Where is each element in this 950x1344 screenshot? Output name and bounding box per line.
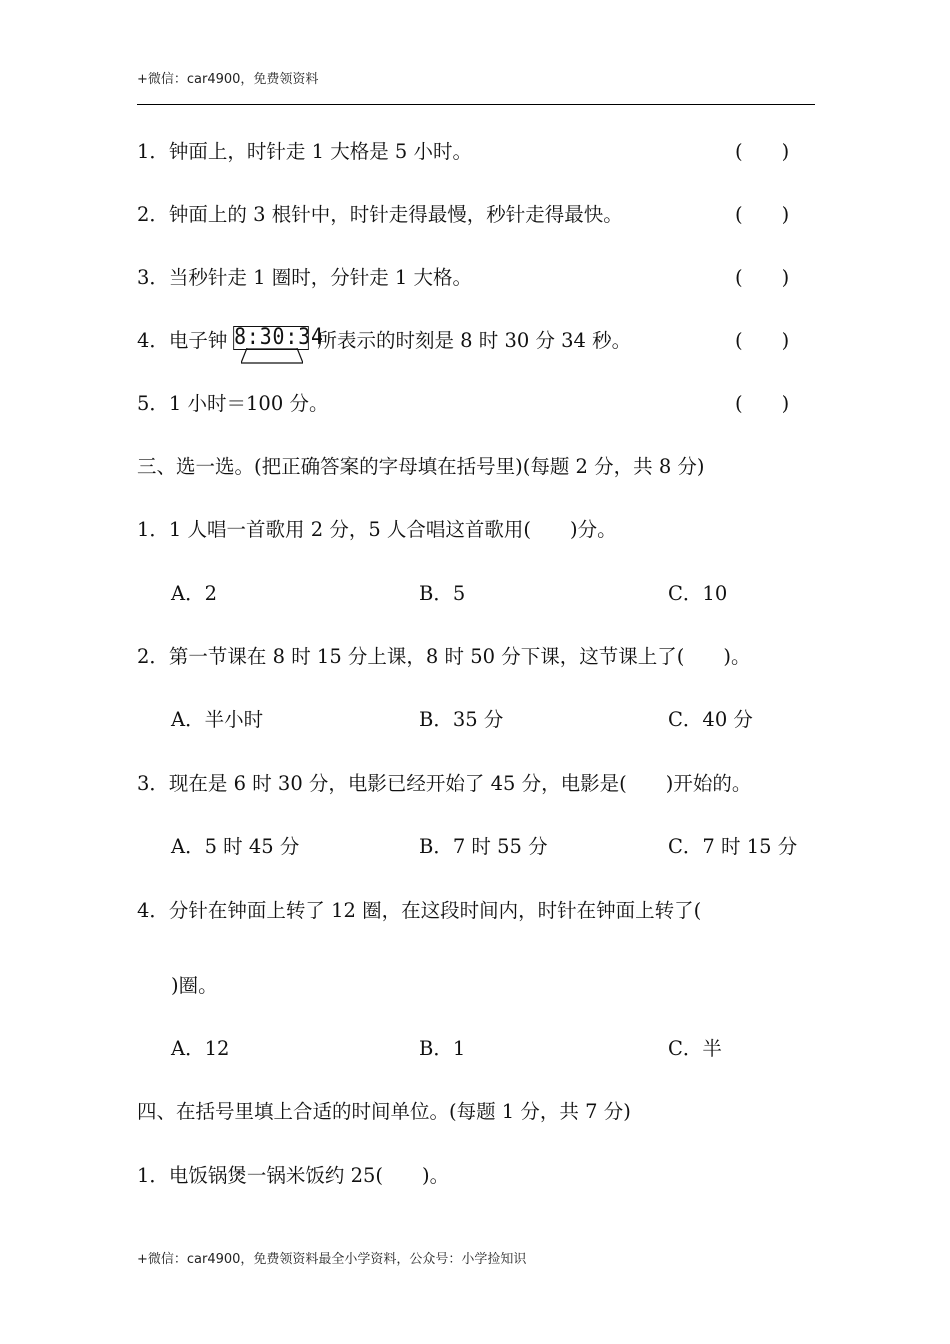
choice-question-3 bbox=[137, 770, 751, 798]
judge-item-1 bbox=[137, 138, 472, 166]
option-b[interactable]: B．7 时 55 分 bbox=[419, 835, 548, 858]
judge-item-5 bbox=[137, 390, 328, 418]
choice-question-2 bbox=[137, 643, 750, 671]
option-a[interactable]: A．12 bbox=[171, 1037, 230, 1060]
item-number: 1． bbox=[137, 140, 169, 163]
section-3-title: 三、选一选。(把正确答案的字母填在括号里)(每题 2 分，共 8 分) bbox=[137, 455, 705, 478]
page-footer-note: +微信：car4900，免费领资料最全小学资料，公众号：小学捡知识 bbox=[137, 1252, 527, 1267]
fill-question-1 bbox=[137, 1162, 449, 1190]
item-text: 1 人唱一首歌用 2 分，5 人合唱这首歌用( )分。 bbox=[168, 518, 617, 541]
judge-item-3 bbox=[137, 264, 472, 292]
item-number: 1． bbox=[137, 1164, 169, 1187]
item-text: 分针在钟面上转了 12 圈，在这段时间内，时针在钟面上转了( bbox=[168, 899, 702, 922]
option-a[interactable]: A．2 bbox=[171, 582, 217, 605]
header-rule bbox=[137, 104, 815, 105]
item-text: 第一节课在 8 时 15 分上课，8 时 50 分下课，这节课上了( )。 bbox=[168, 645, 751, 668]
item-text: 1 小时＝100 分。 bbox=[168, 392, 329, 415]
answer-paren-2[interactable]: ( ) bbox=[735, 203, 790, 226]
judge-item-4 bbox=[137, 324, 632, 356]
item-number: 4． bbox=[137, 899, 169, 922]
item-text: 现在是 6 时 30 分，电影已经开始了 45 分，电影是( )开始的。 bbox=[168, 772, 752, 795]
option-c[interactable]: C．10 bbox=[668, 582, 728, 605]
item-text: 当秒针走 1 圈时，分针走 1 大格。 bbox=[168, 266, 473, 289]
page-header-note: +微信：car4900，免费领资料 bbox=[137, 72, 319, 87]
section-4-title: 四、在括号里填上合适的时间单位。(每题 1 分，共 7 分) bbox=[137, 1100, 631, 1123]
item-number: 3． bbox=[137, 266, 169, 289]
item-number: 2． bbox=[137, 645, 169, 668]
answer-paren-3[interactable]: ( ) bbox=[735, 266, 790, 289]
item-number: 4． bbox=[137, 329, 169, 352]
clock-stand-icon bbox=[241, 348, 303, 364]
option-c[interactable]: C．半 bbox=[668, 1037, 722, 1060]
option-b[interactable]: B．1 bbox=[419, 1037, 466, 1060]
item-text: 钟面上的 3 根针中，时针走得最慢，秒针走得最快。 bbox=[168, 203, 623, 226]
item-text-pre: 电子钟 bbox=[168, 329, 228, 352]
item-text: 电饭锅煲一锅米饭约 25( )。 bbox=[168, 1164, 450, 1187]
option-c[interactable]: C．40 分 bbox=[668, 708, 753, 731]
item-number: 1． bbox=[137, 518, 169, 541]
option-b[interactable]: B．5 bbox=[419, 582, 466, 605]
answer-paren-4[interactable]: ( ) bbox=[735, 329, 790, 352]
answer-paren-5[interactable]: ( ) bbox=[735, 392, 790, 415]
digital-clock-icon bbox=[229, 324, 325, 354]
option-a[interactable]: A．5 时 45 分 bbox=[171, 835, 300, 858]
choice-question-1 bbox=[137, 516, 617, 544]
option-b[interactable]: B．35 分 bbox=[419, 708, 504, 731]
answer-paren-1[interactable]: ( ) bbox=[735, 140, 790, 163]
item-text: 钟面上，时针走 1 大格是 5 小时。 bbox=[168, 140, 473, 163]
digital-clock-display: 8:30:34 bbox=[234, 324, 325, 350]
item-number: 2． bbox=[137, 203, 169, 226]
choice-question-4-continued: )圈。 bbox=[171, 974, 218, 997]
choice-question-4 bbox=[137, 897, 701, 925]
item-number: 3． bbox=[137, 772, 169, 795]
item-number: 5． bbox=[137, 392, 169, 415]
item-text-post: 所表示的时刻是 8 时 30 分 34 秒。 bbox=[317, 329, 632, 352]
option-c[interactable]: C．7 时 15 分 bbox=[668, 835, 798, 858]
option-a[interactable]: A．半小时 bbox=[171, 708, 264, 731]
judge-item-2 bbox=[137, 201, 623, 229]
